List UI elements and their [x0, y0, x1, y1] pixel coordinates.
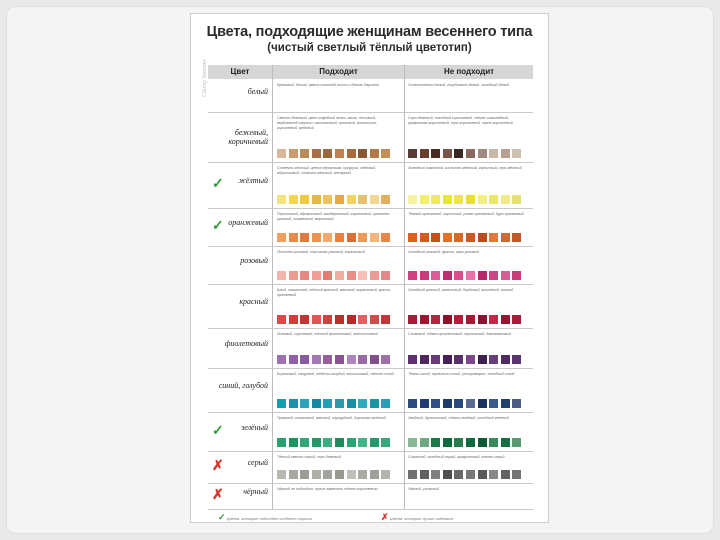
color-swatch	[420, 149, 429, 158]
color-swatch	[335, 399, 344, 408]
color-swatch	[478, 315, 487, 324]
color-swatch	[443, 355, 452, 364]
color-swatch	[300, 438, 309, 447]
color-swatch	[501, 233, 510, 242]
not-suits-description: Хвойный, бутылочный, тёмно-зелёный, холодный зелёный	[408, 416, 509, 420]
not-suits-swatches	[408, 233, 521, 242]
color-swatch	[370, 355, 379, 364]
color-swatch	[300, 399, 309, 408]
color-swatch	[454, 149, 463, 158]
color-swatch	[289, 399, 298, 408]
color-swatch	[358, 438, 367, 447]
color-swatch	[512, 149, 521, 158]
row-divider	[208, 112, 533, 113]
color-swatch	[289, 355, 298, 364]
suits-swatches	[277, 355, 390, 364]
not-suits-description: Тёмный оранжевый, кирпичный, ржаво-оранжевый, буро-оранжевый	[408, 212, 524, 216]
color-swatch	[323, 195, 332, 204]
color-swatch	[312, 438, 321, 447]
color-swatch	[335, 195, 344, 204]
color-swatch	[381, 355, 390, 364]
color-swatch	[408, 233, 417, 242]
color-swatch	[420, 438, 429, 447]
color-swatch	[358, 355, 367, 364]
color-swatch	[489, 315, 498, 324]
color-swatch	[335, 315, 344, 324]
color-swatch	[347, 271, 356, 280]
suits-description: Солнечно-жёлтый, цвета одуванчика, кукурузы, медовый, абрикосовый, сливочно-жёлтый, янтарный	[277, 166, 377, 175]
color-swatch	[358, 149, 367, 158]
color-swatch	[489, 438, 498, 447]
checkmark-icon: ✓	[212, 217, 224, 233]
color-swatch	[408, 399, 417, 408]
suits-swatches	[277, 271, 390, 280]
document-page	[190, 13, 549, 523]
row-divider	[208, 284, 533, 285]
color-swatch	[431, 355, 440, 364]
color-swatch	[381, 149, 390, 158]
color-swatch	[277, 438, 286, 447]
color-swatch	[454, 470, 463, 479]
color-swatch	[443, 399, 452, 408]
color-swatch	[289, 470, 298, 479]
row-divider	[208, 162, 533, 163]
color-swatch	[466, 355, 475, 364]
color-swatch	[501, 470, 510, 479]
color-swatch	[289, 438, 298, 447]
not-suits-description: Холодный красный, малиновый, бордовый, вишнёвый, винный	[408, 288, 514, 292]
row-divider	[208, 451, 533, 452]
color-swatch	[370, 149, 379, 158]
row-divider	[208, 412, 533, 413]
color-swatch	[370, 315, 379, 324]
color-swatch	[408, 149, 417, 158]
color-swatch	[323, 271, 332, 280]
color-swatch	[489, 233, 498, 242]
color-swatch	[431, 149, 440, 158]
color-swatch	[489, 149, 498, 158]
row-divider	[208, 208, 533, 209]
color-swatch	[478, 355, 487, 364]
color-swatch	[420, 399, 429, 408]
color-swatch	[420, 315, 429, 324]
suits-description: Персиковый, абрикосовый, мандариновый, коралловый, оранжево-красный, тыквенный, морковный	[277, 212, 391, 221]
color-name-label: розовый	[240, 256, 268, 265]
color-swatch	[347, 355, 356, 364]
color-name-label: красный	[239, 297, 268, 306]
color-swatch	[312, 271, 321, 280]
suits-description: Лососево-розовый, персиково-розовый, коралловый	[277, 250, 365, 254]
not-suits-swatches	[408, 271, 521, 280]
cross-icon: ✗	[212, 457, 224, 473]
color-swatch	[277, 315, 286, 324]
column-divider	[404, 65, 405, 509]
color-swatch	[501, 315, 510, 324]
not-suits-description: Холодный лимонный, кислотно-жёлтый, горчичный, серо-жёлтый	[408, 166, 522, 170]
color-swatch	[289, 149, 298, 158]
color-swatch	[431, 233, 440, 242]
color-swatch	[443, 470, 452, 479]
color-swatch	[478, 195, 487, 204]
color-swatch	[443, 271, 452, 280]
suits-swatches	[277, 149, 390, 158]
header-not-suits: Не подходит	[405, 65, 533, 79]
color-swatch	[512, 399, 521, 408]
color-name-label: зелёный	[241, 422, 268, 432]
legend-bad-text: Цвета, которые лучше избегать	[389, 516, 454, 521]
suits-swatches	[277, 315, 390, 324]
suits-swatches	[277, 233, 390, 242]
not-suits-description: Сливовый, тёмно-фиолетовый, чернильный, баклажановый	[408, 332, 512, 336]
color-swatch	[381, 470, 390, 479]
color-swatch	[454, 233, 463, 242]
color-swatch	[289, 195, 298, 204]
color-swatch	[277, 399, 286, 408]
color-swatch	[335, 355, 344, 364]
color-swatch	[289, 271, 298, 280]
color-swatch	[466, 149, 475, 158]
color-swatch	[408, 438, 417, 447]
color-swatch	[312, 233, 321, 242]
color-swatch	[501, 271, 510, 280]
color-swatch	[381, 315, 390, 324]
color-name-label: серый	[247, 458, 268, 467]
color-swatch	[512, 438, 521, 447]
not-suits-swatches	[408, 149, 521, 158]
row-divider	[208, 328, 533, 329]
header-color: Цвет	[208, 65, 272, 79]
color-swatch	[478, 271, 487, 280]
color-swatch	[420, 195, 429, 204]
legend-ok-text: Цвета, которые подходят особенно хорошо	[226, 516, 313, 521]
suits-description: Кремовый, белый, цвета слоновой кости и белого бархата	[277, 83, 379, 87]
color-swatch	[489, 271, 498, 280]
color-swatch	[420, 271, 429, 280]
color-swatch	[323, 399, 332, 408]
color-swatch	[431, 470, 440, 479]
checkmark-icon: ✓	[212, 175, 224, 191]
color-swatch	[323, 149, 332, 158]
not-suits-swatches	[408, 470, 521, 479]
suits-swatches	[277, 438, 390, 447]
color-swatch	[478, 149, 487, 158]
color-swatch	[323, 438, 332, 447]
color-swatch	[358, 399, 367, 408]
checkmark-icon: ✓	[218, 512, 226, 522]
color-swatch	[289, 315, 298, 324]
color-swatch	[370, 399, 379, 408]
checkmark-icon: ✓	[212, 421, 224, 438]
color-swatch	[381, 271, 390, 280]
color-swatch	[312, 149, 321, 158]
color-swatch	[454, 399, 463, 408]
color-swatch	[454, 271, 463, 280]
color-swatch	[466, 438, 475, 447]
color-swatch	[431, 438, 440, 447]
color-swatch	[323, 355, 332, 364]
color-swatch	[443, 149, 452, 158]
color-swatch	[335, 470, 344, 479]
row-divider	[208, 246, 533, 247]
color-swatch	[347, 470, 356, 479]
not-suits-description: Ослепительно-белый, голубовато-белый, холодный белый	[408, 83, 510, 87]
color-swatch	[489, 399, 498, 408]
color-swatch	[312, 195, 321, 204]
color-swatch	[347, 438, 356, 447]
color-swatch	[501, 149, 510, 158]
color-swatch	[370, 470, 379, 479]
suits-description: Светло-бежевый, цвет кофейной пенки, какао, песочный, верблюжьей шерсти, каштановый, ореховый, золотисто-коричневый, медовый	[277, 116, 378, 130]
column-divider	[272, 65, 273, 509]
color-name-label: жёлтый	[238, 176, 268, 185]
color-swatch	[512, 233, 521, 242]
color-swatch	[347, 233, 356, 242]
color-swatch	[408, 271, 417, 280]
color-swatch	[347, 195, 356, 204]
row-divider	[208, 483, 533, 484]
color-swatch	[358, 315, 367, 324]
color-swatch	[512, 195, 521, 204]
not-suits-description: Тёмно-синий, чернильно-синий, ультрамарин, холодный синий	[408, 372, 515, 376]
color-swatch	[323, 470, 332, 479]
color-swatch	[277, 271, 286, 280]
color-swatch	[300, 233, 309, 242]
color-swatch	[466, 470, 475, 479]
color-swatch	[443, 233, 452, 242]
cross-icon: ✗	[212, 486, 224, 502]
suits-description: Лиловый, сиреневый, тёплый фиолетовый, аметистовый	[277, 332, 378, 336]
color-swatch	[478, 470, 487, 479]
color-swatch	[358, 195, 367, 204]
color-swatch	[512, 315, 521, 324]
suits-swatches	[277, 195, 390, 204]
color-swatch	[443, 438, 452, 447]
color-swatch	[335, 271, 344, 280]
suits-swatches	[277, 399, 390, 408]
color-swatch	[381, 195, 390, 204]
row-divider	[208, 509, 533, 510]
color-swatch	[300, 315, 309, 324]
color-swatch	[335, 149, 344, 158]
color-swatch	[431, 315, 440, 324]
color-swatch	[478, 233, 487, 242]
color-swatch	[408, 355, 417, 364]
color-swatch	[358, 233, 367, 242]
color-swatch	[277, 195, 286, 204]
color-swatch	[312, 315, 321, 324]
not-suits-description: Серо-бежевый, холодный коричневый, тёмно-шоколадный, графитово-коричневый, серо-коричневый, черно-коричневый	[408, 116, 513, 125]
color-swatch	[347, 399, 356, 408]
color-swatch	[512, 271, 521, 280]
suits-swatches	[277, 470, 390, 479]
color-swatch	[501, 195, 510, 204]
color-swatch	[277, 149, 286, 158]
color-swatch	[501, 355, 510, 364]
color-swatch	[420, 355, 429, 364]
not-suits-swatches	[408, 438, 521, 447]
color-swatch	[300, 271, 309, 280]
color-swatch	[420, 233, 429, 242]
color-swatch	[501, 399, 510, 408]
not-suits-swatches	[408, 355, 521, 364]
color-swatch	[466, 195, 475, 204]
suits-description: Травяной, салатовый, мятный, изумрудный, бирюзово-зелёный	[277, 416, 386, 420]
color-swatch	[312, 355, 321, 364]
color-name-label: оранжевый	[228, 218, 268, 227]
color-swatch	[381, 233, 390, 242]
color-name-label: бежевый, коричневый	[228, 128, 268, 146]
color-swatch	[501, 438, 510, 447]
color-swatch	[347, 315, 356, 324]
document-subtitle: (чистый светлый тёплый цветотип)	[267, 42, 472, 54]
not-suits-swatches	[408, 315, 521, 324]
color-swatch	[370, 271, 379, 280]
color-swatch	[454, 315, 463, 324]
legend-ok	[218, 512, 312, 523]
not-suits-swatches	[408, 399, 521, 408]
color-swatch	[454, 438, 463, 447]
color-swatch	[300, 149, 309, 158]
color-swatch	[443, 195, 452, 204]
color-swatch	[489, 195, 498, 204]
color-swatch	[370, 438, 379, 447]
color-swatch	[335, 233, 344, 242]
not-suits-description: Чёрный, угольный	[408, 487, 440, 491]
color-swatch	[466, 271, 475, 280]
suits-description: Тёплый светло-серый, серо-бежевый	[277, 455, 341, 459]
color-swatch	[312, 399, 321, 408]
color-swatch	[466, 399, 475, 408]
color-swatch	[408, 315, 417, 324]
color-swatch	[466, 233, 475, 242]
color-table	[208, 65, 533, 511]
color-swatch	[420, 470, 429, 479]
color-swatch	[408, 470, 417, 479]
suits-description: Чёрный не подходит; лучше заменить тёмно-коричневым	[277, 487, 378, 491]
color-swatch	[300, 470, 309, 479]
color-swatch	[381, 399, 390, 408]
document-title: Цвета, подходящие женщинам весеннего типа	[206, 24, 533, 40]
color-swatch	[478, 399, 487, 408]
color-swatch	[489, 470, 498, 479]
color-swatch	[312, 470, 321, 479]
legend-bad	[381, 512, 454, 523]
row-divider	[208, 368, 533, 369]
color-name-label: синий, голубой	[218, 381, 268, 390]
color-swatch	[454, 195, 463, 204]
color-swatch	[408, 195, 417, 204]
color-swatch	[323, 315, 332, 324]
color-swatch	[478, 438, 487, 447]
color-swatch	[443, 315, 452, 324]
color-swatch	[431, 195, 440, 204]
color-swatch	[347, 149, 356, 158]
color-swatch	[431, 399, 440, 408]
suits-description: Алый, томатный, тёплый красный, маковый, коралловый, красно-оранжевый	[277, 288, 392, 297]
color-swatch	[512, 470, 521, 479]
color-swatch	[335, 438, 344, 447]
color-swatch	[277, 470, 286, 479]
color-swatch	[370, 195, 379, 204]
header-suits: Подходит	[273, 65, 404, 79]
color-swatch	[489, 355, 498, 364]
suits-description: Бирюзовый, лазурный, небесно-голубой, васильковый, светло-синий	[277, 372, 394, 376]
color-name-label: фиолетовый	[224, 339, 268, 348]
color-swatch	[512, 355, 521, 364]
color-swatch	[370, 233, 379, 242]
color-swatch	[300, 195, 309, 204]
not-suits-swatches	[408, 195, 521, 204]
color-name-label: чёрный	[243, 487, 268, 496]
color-swatch	[323, 233, 332, 242]
cross-icon: ✗	[381, 512, 389, 522]
color-name-label: белый	[247, 86, 268, 96]
color-swatch	[431, 271, 440, 280]
color-swatch	[300, 355, 309, 364]
color-swatch	[277, 233, 286, 242]
not-suits-description: Стальной, холодный серый, графитовый, тёмно-серый	[408, 455, 505, 459]
color-swatch	[358, 271, 367, 280]
color-swatch	[381, 438, 390, 447]
watermark: Clarity Seasons	[202, 59, 208, 97]
color-swatch	[358, 470, 367, 479]
color-swatch	[454, 355, 463, 364]
color-swatch	[289, 233, 298, 242]
color-swatch	[466, 315, 475, 324]
not-suits-description: Холодный розовый, фуксия, ярко-розовый	[408, 250, 479, 254]
color-swatch	[277, 355, 286, 364]
